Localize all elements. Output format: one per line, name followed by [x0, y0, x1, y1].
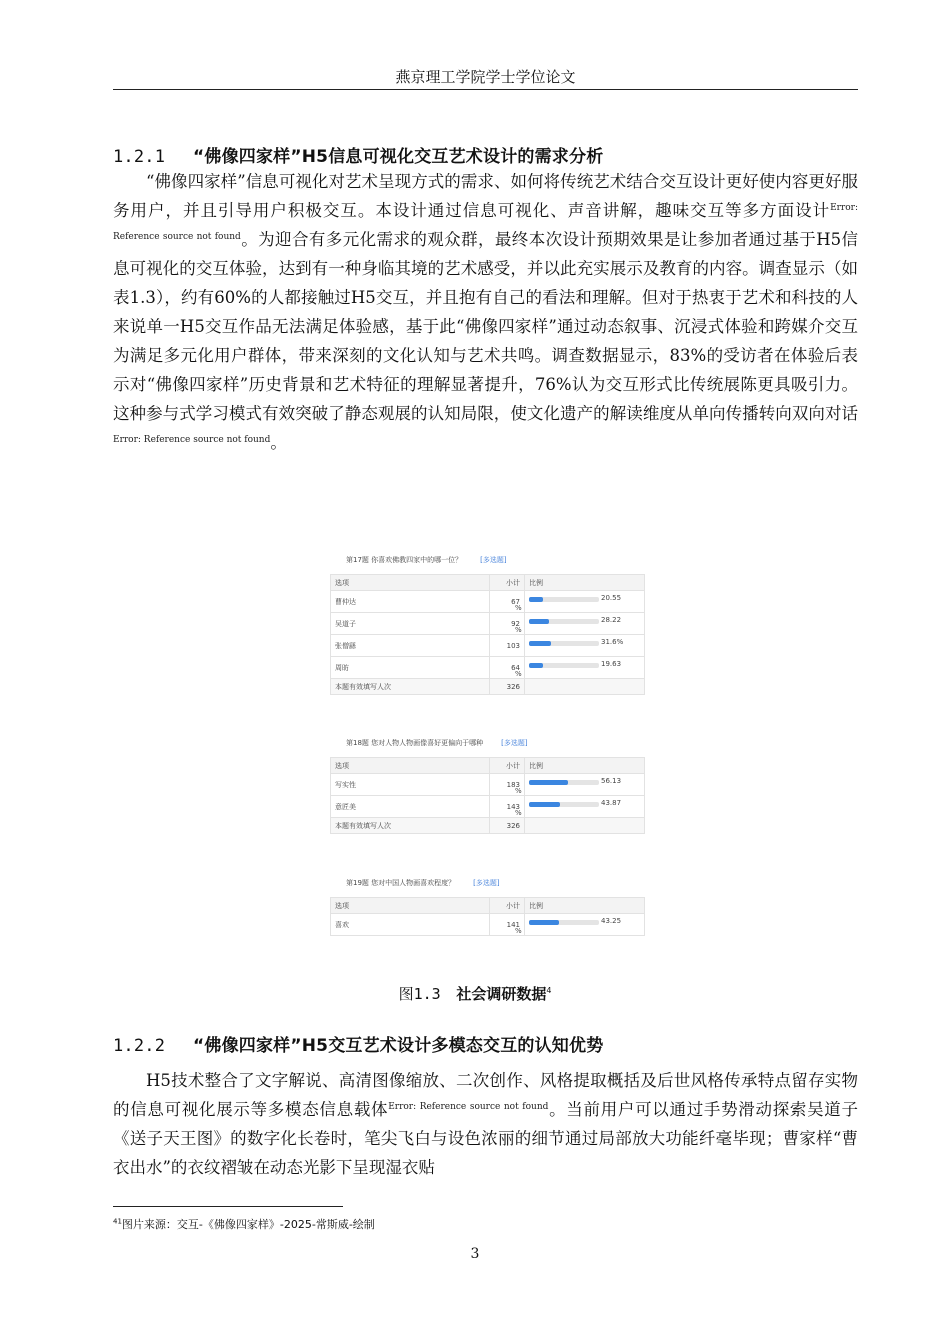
total-count: 326: [490, 818, 525, 834]
total-label: 本题有效填写人次: [331, 818, 490, 834]
text-run: 。为迎合有多元化需求的观众群，最终本次设计预期效果是让参加者通过基于H5信息可视化的交互体验，达到有一种身临其境的艺术感受，并以此充实展示及教育的内容。调查显示（如表1.3），约有60%的人都接触过H5交互，并且抱有自己的看法和理解。但对于热衷于艺术和科技的人来说单一H5交互作品无法满足体验感，基于此“佛像四家样”通过动态叙事、沉浸式体验和跨媒介交互为满足多元化用户群体，带来深刻的文化认知与艺术共鸣。调查数据显示，83%的受访者在体验后表示对“佛像四家样”历史背景和艺术特征的理解显著提升，76%认为交互形式比传统展陈更具吸引力。这种参与式学习模式有效突破了静态观展的认知局限，使文化遗产的解读维度从单向传播转向双向对话: [113, 230, 858, 423]
footnote: [113, 1216, 375, 1232]
figure-caption: [0, 983, 950, 1004]
ratio-bar: [529, 619, 549, 624]
paragraph-demand-analysis: [113, 167, 858, 457]
page-number: 3: [470, 1246, 480, 1262]
percent-sign: %: [515, 603, 522, 612]
footnote-divider: [113, 1206, 343, 1207]
section-number: 1.2.1: [113, 147, 166, 167]
question-type-tag: [多选题]: [480, 556, 507, 564]
section-heading-1-2-2: [113, 1031, 603, 1056]
option-label: 周昉: [331, 657, 490, 679]
col-header-count: 小计: [490, 758, 525, 774]
citation-error: Error: Reference source not found: [388, 1102, 549, 1112]
total-label: 本题有效填写人次: [331, 679, 490, 695]
option-label: 张僧繇: [331, 635, 490, 657]
text-run: “佛像四家样”信息可视化对艺术呈现方式的需求、如何将传统艺术结合交互设计更好使内容更好服务用户，并且引导用户积极交互。本设计通过信息可视化、声音讲解，趣味交互等多方面设计: [113, 172, 858, 220]
ratio-bar: [529, 663, 543, 668]
survey-q17: [330, 553, 645, 695]
survey-table: [330, 897, 645, 936]
figure-title: 社会调研数据: [456, 985, 547, 1003]
survey-q19: [330, 876, 645, 936]
col-header-option: 选项: [331, 575, 490, 591]
col-header-option: 选项: [331, 898, 490, 914]
total-row: [331, 818, 645, 834]
option-count: 64: [490, 657, 525, 679]
figure-number: 图1.3: [398, 985, 441, 1003]
option-label: 曹仲达: [331, 591, 490, 613]
citation-error: Error: Reference source not found: [113, 435, 271, 445]
footnote-ref: 4: [546, 986, 552, 995]
text-run: H5技术整合了文字解说、高清图像缩放、二次创作、风格提取概括及后世风格传承特点留存实物的信息可视化展示等多模态信息载体: [113, 1071, 858, 1119]
option-count: 183: [490, 774, 525, 796]
total-count: 326: [490, 679, 525, 695]
running-header: 燕京理工学院学士学位论文: [113, 66, 858, 90]
option-label: 喜欢: [331, 914, 490, 936]
ratio-value: 31.6%: [601, 637, 624, 646]
table-row: [331, 591, 645, 613]
option-count: 103: [490, 635, 525, 657]
table-row: [331, 774, 645, 796]
option-count: 141: [490, 914, 525, 936]
ratio-value: 28.22: [601, 615, 622, 624]
option-label: 吴道子: [331, 613, 490, 635]
survey-table: [330, 574, 645, 695]
table-row: [331, 613, 645, 635]
section-title: “佛像四家样”H5交互艺术设计多模态交互的认知优势: [193, 1036, 604, 1056]
col-header-count: 小计: [490, 575, 525, 591]
option-count: 67: [490, 591, 525, 613]
ratio-bar: [529, 920, 559, 925]
text-run: 。当前用户可以通过手势滑动探索吴道子《送子天王图》的数字化长卷时，笔尖飞白与设色浓丽的细节通过局部放大功能纤毫毕现；曹家样“曹衣出水”的衣纹褶皱在动态光影下呈现湿衣贴: [113, 1100, 859, 1177]
col-header-ratio: 比例: [525, 898, 645, 914]
option-count: 92: [490, 613, 525, 635]
ratio-value: 56.13: [601, 776, 622, 785]
ratio-bar: [529, 597, 543, 602]
survey-q18: [330, 736, 645, 834]
question-type-tag: [多选题]: [501, 739, 528, 747]
question-type-tag: [多选题]: [473, 879, 500, 887]
ratio-value: 19.63: [601, 659, 622, 668]
option-label: 写实性: [331, 774, 490, 796]
citation-error: Error: Reference source not found: [113, 203, 858, 242]
ratio-value: 43.87: [601, 798, 622, 807]
section-heading-1-2-1: [113, 142, 603, 167]
ratio-value: 20.55: [601, 593, 622, 602]
option-count: 143: [490, 796, 525, 818]
ratio-bar: [529, 780, 568, 785]
ratio-value: 43.25: [601, 916, 622, 925]
percent-sign: %: [515, 786, 522, 795]
percent-sign: %: [515, 625, 522, 634]
question-title: 第18题 您对人物人物画像喜好更偏向于哪种: [346, 739, 484, 747]
percent-sign: %: [515, 808, 522, 817]
percent-sign: %: [515, 926, 522, 935]
footnote-text: 图片来源：交互-《佛像四家样》-2025-常斯威-绘制: [121, 1218, 375, 1231]
table-row: [331, 635, 645, 657]
survey-table: [330, 757, 645, 834]
ratio-bar: [529, 802, 560, 807]
footnote-number: 41: [113, 1217, 122, 1226]
total-row: [331, 679, 645, 695]
paragraph-cognitive-advantage: [113, 1066, 858, 1182]
ratio-bar: [529, 641, 551, 646]
question-title: 第17题 你喜欢佛教四家中的哪一位？: [346, 556, 463, 564]
section-number: 1.2.2: [113, 1036, 166, 1056]
option-label: 意匠美: [331, 796, 490, 818]
col-header-ratio: 比例: [525, 758, 645, 774]
percent-sign: %: [515, 669, 522, 678]
text-run: 。: [270, 433, 287, 452]
col-header-option: 选项: [331, 758, 490, 774]
col-header-ratio: 比例: [525, 575, 645, 591]
table-row: [331, 657, 645, 679]
table-row: [331, 796, 645, 818]
col-header-count: 小计: [490, 898, 525, 914]
section-title: “佛像四家样”H5信息可视化交互艺术设计的需求分析: [193, 147, 604, 167]
question-title: 第19题 您对中国人物画喜欢程度？: [346, 879, 456, 887]
table-row: [331, 914, 645, 936]
